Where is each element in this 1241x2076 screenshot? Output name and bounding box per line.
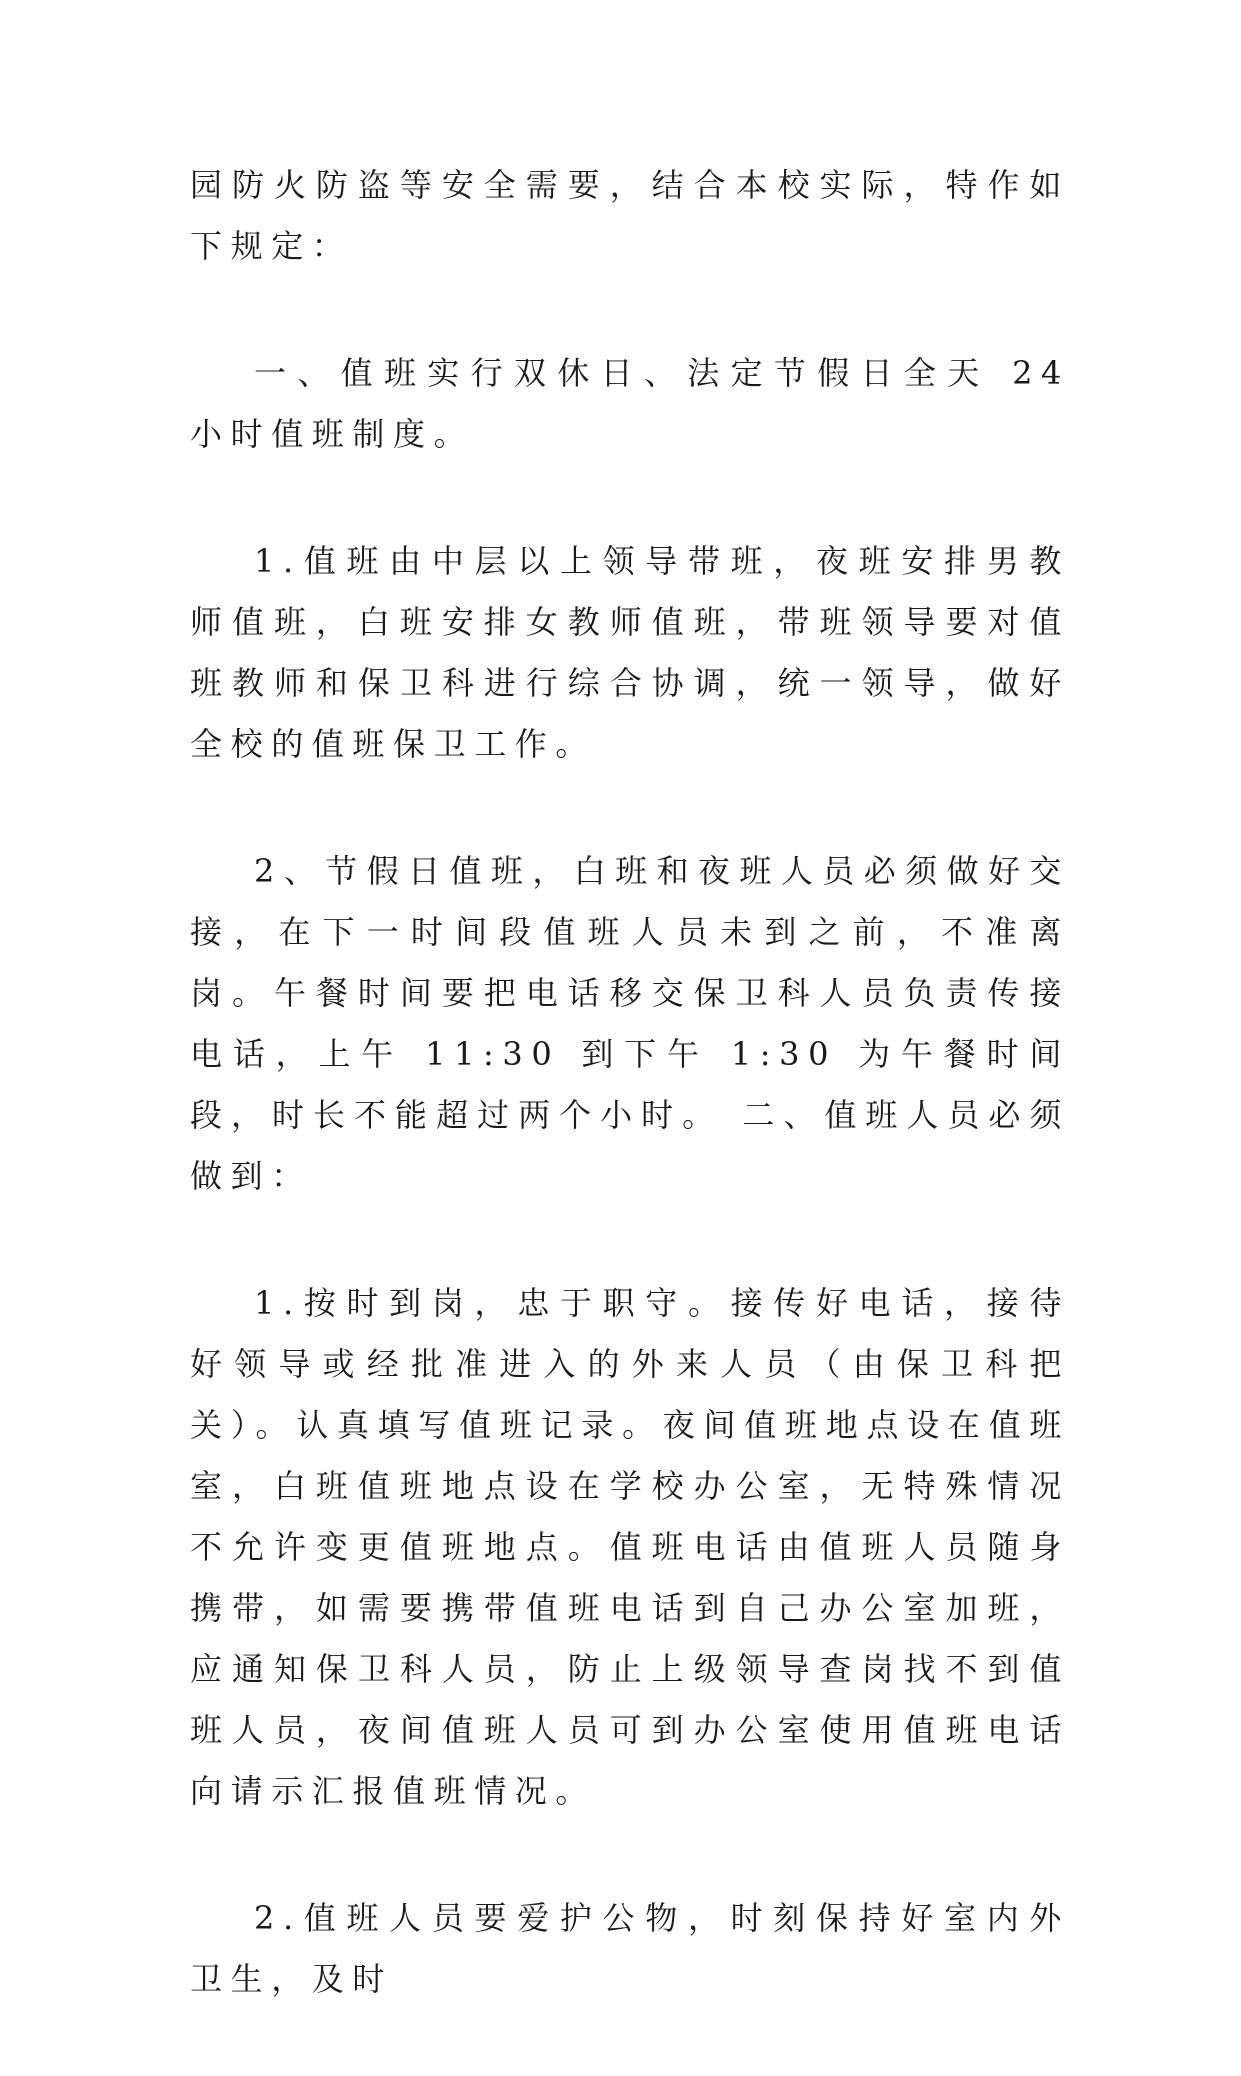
document-body (190, 155, 1070, 2076)
paragraph-section-1: 一、值班实行双休日、法定节假日全天 24 小时值班制度。 (190, 354, 1070, 453)
paragraph-item-2-2: 2.值班人员要爱护公物，时刻保持好室内外卫生，及时 (190, 1899, 1070, 1998)
paragraph-item-1-2: 2、节假日值班，白班和夜班人员必须做好交接，在下一时间段值班人员未到之前，不准离岗。午餐时间要把电话移交保卫科人员负责传接电话，上午 11:30 到下午 1:30 为午餐时间段，时长不能超过两个小时。 二、值班人员必须做到： (190, 852, 1070, 1195)
paragraph-item-2-1: 1.按时到岗，忠于职守。接传好电话，接待好领导或经批准进入的外来人员（由保卫科把关）。认真填写值班记录。夜间值班地点设在值班室，白班值班地点设在学校办公室，无特殊情况不允许变更值班地点。值班电话由值班人员随身携带，如需要携带值班电话到自己办公室加班，应通知保卫科人员，防止上级领导查岗找不到值班人员，夜间值班人员可到办公室使用值班电话向请示汇报值班情况。 (190, 1284, 1070, 1810)
paragraph-intro: 园防火防盗等安全需要，结合本校实际，特作如下规定： (190, 166, 1070, 265)
paragraph-item-1-1: 1.值班由中层以上领导带班，夜班安排男教师值班，白班安排女教师值班，带班领导要对值班教师和保卫科进行综合协调，统一领导，做好全校的值班保卫工作。 (190, 542, 1070, 763)
